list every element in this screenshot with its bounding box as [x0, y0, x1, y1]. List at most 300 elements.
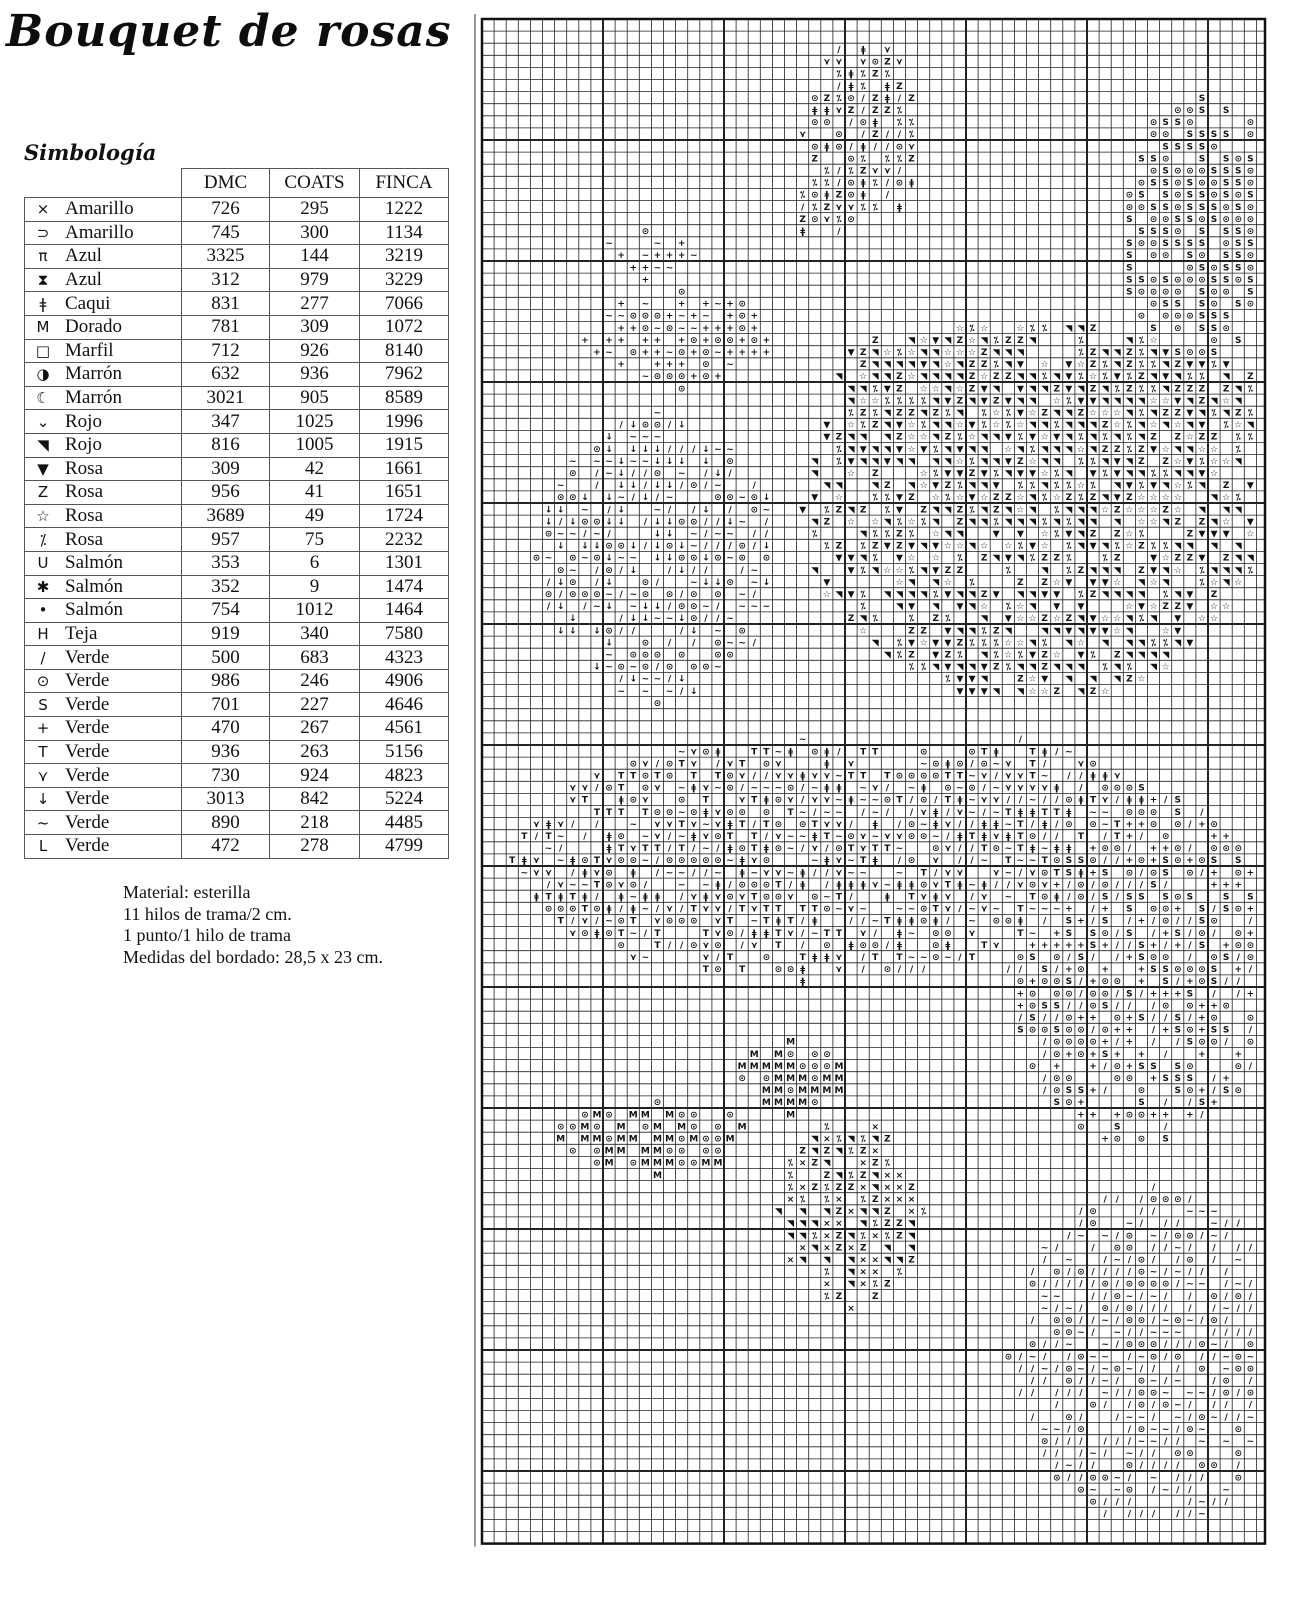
stitch-symbol: ⊙ — [1125, 1231, 1134, 1242]
stitch-symbol: ◥ — [823, 481, 831, 492]
stitch-symbol: ↓ — [581, 493, 589, 504]
stitch-symbol: / — [1115, 953, 1119, 963]
stitch-symbol: ⋎ — [883, 832, 892, 842]
stitch-symbol: ~ — [653, 432, 662, 443]
stitch-symbol: T — [751, 844, 758, 855]
stitch-symbol: ~ — [919, 953, 928, 963]
stitch-symbol: S — [1222, 1086, 1230, 1097]
stitch-symbol: + — [1161, 844, 1170, 855]
stitch-symbol: ⋎ — [750, 856, 758, 867]
stitch-symbol: ⁒ — [1090, 650, 1096, 661]
stitch-symbol: ⋎ — [811, 844, 819, 855]
stitch-symbol: ⋎ — [726, 759, 734, 770]
stitch-symbol: / — [667, 844, 672, 855]
stitch-symbol: ⊙ — [581, 928, 589, 939]
stitch-symbol: ⊙ — [1149, 287, 1158, 298]
stitch-symbol: ⊙ — [1065, 989, 1073, 1000]
stitch-symbol: ▼ — [1016, 408, 1024, 419]
finca-code: 7962 — [360, 363, 449, 387]
stitch-symbol: ~ — [750, 783, 759, 794]
stitch-symbol: / — [1139, 880, 1144, 891]
stitch-symbol: ⊙ — [931, 940, 940, 951]
stitch-symbol: ⊙ — [871, 940, 880, 951]
stitch-symbol: / — [1018, 795, 1023, 806]
stitch-symbol: ǂ — [884, 93, 890, 104]
stitch-symbol: / — [1151, 928, 1156, 939]
stitch-symbol: ~ — [665, 686, 674, 697]
stitch-symbol: S — [1138, 783, 1145, 794]
stitch-symbol: × — [907, 1207, 916, 1218]
stitch-symbol: / — [1115, 1316, 1119, 1326]
stitch-symbol: + — [677, 299, 686, 310]
stitch-symbol: / — [1236, 977, 1240, 988]
stitch-symbol: ⊙ — [605, 868, 613, 879]
stitch-symbol: ǂ — [824, 783, 830, 794]
stitch-symbol: + — [677, 251, 686, 262]
stitch-symbol: M — [834, 1086, 844, 1097]
stitch-symbol: / — [740, 783, 744, 794]
stitch-symbol: ▼ — [1186, 456, 1194, 467]
stitch-symbol: T — [739, 904, 746, 915]
stitch-symbol: × — [823, 1231, 831, 1242]
stitch-symbol: / — [909, 807, 914, 818]
stitch-symbol: ◥ — [1029, 335, 1037, 346]
stitch-symbol: ⊙ — [931, 759, 940, 770]
stitch-symbol: ⊙ — [823, 904, 831, 915]
stitch-symbol: ▼ — [944, 662, 952, 673]
stitch-symbol: ǂ — [872, 118, 878, 129]
stitch-symbol: M — [580, 1122, 590, 1133]
stitch-symbol: + — [1173, 940, 1182, 951]
stitch-symbol: ↓ — [665, 481, 674, 492]
stitch-symbol: / — [1127, 1001, 1131, 1012]
stitch-symbol: ◥ — [1246, 553, 1254, 564]
stitch-symbol: ⋎ — [774, 771, 783, 782]
stitch-symbol: ~ — [968, 807, 976, 818]
stitch-symbol: + — [1040, 940, 1049, 951]
stitch-symbol: + — [1234, 1049, 1243, 1060]
stitch-symbol: / — [885, 130, 889, 141]
dmc-code: 781 — [182, 315, 270, 339]
stitch-symbol: ⁒ — [957, 553, 963, 564]
stitch-symbol: ↓ — [702, 456, 710, 467]
stitch-symbol: S — [1210, 856, 1218, 867]
stitch-symbol: ~ — [677, 880, 686, 891]
stitch-symbol: ⁒ — [1054, 505, 1060, 516]
stitch-symbol: ⊙ — [1210, 190, 1218, 201]
stitch-symbol: ↓ — [702, 444, 710, 455]
stitch-symbol: + — [1077, 916, 1085, 927]
stitch-symbol: ⊙ — [1125, 1340, 1134, 1351]
stitch-symbol: / — [728, 469, 732, 479]
stitch-symbol: / — [1200, 1231, 1204, 1242]
stitch-symbol: ◥ — [1101, 638, 1109, 649]
stitch-symbol: ⁒ — [800, 1195, 806, 1205]
dmc-code: 312 — [182, 268, 270, 292]
stitch-symbol: ⋎ — [956, 868, 964, 879]
stitch-symbol: M — [737, 1061, 747, 1072]
stitch-symbol: ☆ — [859, 626, 868, 637]
stitch-symbol: ⁒ — [1102, 662, 1108, 673]
stitch-symbol: ⊙ — [1198, 1461, 1206, 1472]
stitch-symbol: S — [1235, 335, 1242, 346]
stitch-symbol: T — [896, 953, 903, 963]
stitch-symbol: ◥ — [895, 1255, 903, 1266]
stitch-symbol: S — [1222, 904, 1230, 915]
stitch-symbol: ◥ — [1162, 517, 1170, 528]
stitch-symbol: ☆ — [968, 432, 977, 443]
stitch-symbol: ⊙ — [1246, 1013, 1255, 1024]
stitch-symbol: ⊙ — [1198, 1412, 1206, 1423]
stitch-symbol: ⁒ — [1078, 335, 1084, 346]
stitch-symbol: + — [1234, 965, 1243, 976]
stitch-symbol: ⊙ — [847, 832, 855, 842]
stitch-symbol: ~ — [714, 348, 722, 358]
stitch-symbol: / — [1115, 1388, 1119, 1399]
stitch-symbol: / — [1091, 1328, 1095, 1339]
stitch-symbol: / — [1055, 1400, 1059, 1411]
stitch-symbol: ☆ — [955, 456, 964, 467]
stitch-symbol: ◥ — [1041, 420, 1049, 431]
stitch-symbol: Z — [1113, 553, 1121, 564]
stitch-symbol: Z — [1126, 384, 1133, 395]
stitch-symbol: M — [556, 1134, 566, 1145]
stitch-symbol: ▼ — [1222, 529, 1230, 540]
stitch-symbol: ⊙ — [738, 880, 746, 891]
stitch-symbol: ⊙ — [689, 553, 698, 564]
stitch-symbol: S — [1162, 239, 1169, 250]
finca-code: 1134 — [360, 221, 449, 245]
stitch-symbol: ◥ — [1065, 444, 1073, 455]
stitch-symbol: ⊙ — [617, 856, 625, 867]
coats-code: 263 — [270, 740, 360, 764]
stitch-symbol: ☆ — [1149, 335, 1158, 346]
stitch-symbol: ⊙ — [1137, 202, 1146, 213]
stitch-symbol: ⋎ — [835, 965, 843, 976]
stitch-symbol: ⊙ — [1137, 1388, 1146, 1399]
stitch-symbol: ☆ — [907, 553, 916, 564]
stitch-symbol: ~ — [1222, 1364, 1230, 1375]
stitch-symbol: ~ — [968, 916, 976, 927]
stitch-symbol: Z — [1210, 432, 1218, 443]
stitch-symbol: T — [630, 771, 637, 782]
stitch-symbol: ⊙ — [919, 832, 928, 842]
stitch-symbol: / — [982, 807, 986, 818]
stitch-symbol: ↓ — [605, 553, 613, 564]
stitch-symbol: ⊙ — [1113, 1134, 1122, 1145]
stitch-symbol: ⊙ — [1173, 1316, 1182, 1326]
stitch-symbol: ▼ — [1077, 602, 1085, 613]
stitch-symbol: ▼ — [1089, 541, 1097, 552]
stitch-symbol: / — [667, 674, 672, 685]
stitch-symbol: ◥ — [908, 481, 916, 492]
stitch-symbol: ▼ — [799, 505, 807, 516]
stitch-symbol: ǂ — [763, 795, 769, 806]
stitch-symbol: ~ — [1065, 1340, 1073, 1351]
stitch-symbol: Z — [1017, 674, 1024, 685]
stitch-symbol: ⊙ — [1052, 1049, 1061, 1060]
stitch-symbol: / — [1151, 1461, 1156, 1472]
stitch-symbol: ☆ — [1089, 372, 1098, 383]
stitch-symbol: S — [1198, 1098, 1206, 1109]
stitch-symbol: S — [1186, 892, 1194, 903]
stitch-symbol: / — [692, 844, 696, 855]
stitch-symbol: ◥ — [1174, 590, 1182, 600]
stitch-symbol: ⋎ — [992, 832, 1000, 842]
stitch-symbol: ⊙ — [919, 880, 928, 891]
stitch-symbol: ⊙ — [907, 856, 916, 867]
stitch-symbol: ⋎ — [823, 57, 831, 68]
stitch-symbol: ⁒ — [872, 408, 878, 419]
stitch-symbol: / — [837, 81, 841, 92]
stitch-symbol: ☆ — [1076, 638, 1085, 649]
stitch-symbol: ǂ — [884, 81, 890, 92]
stitch-symbol: ⊙ — [1186, 965, 1194, 976]
stitch-symbol: S — [1210, 275, 1218, 286]
stitch-symbol: ⊙ — [689, 916, 698, 927]
stitch-symbol: ▼ — [1089, 614, 1097, 625]
stitch-symbol: / — [1248, 1376, 1252, 1387]
stitch-symbol: ◥ — [1029, 384, 1037, 395]
stitch-symbol: / — [861, 807, 865, 818]
stitch-symbol: Z — [1138, 444, 1145, 455]
stitch-symbol: ⋎ — [895, 832, 904, 842]
stitch-symbol: T — [1041, 856, 1048, 867]
stitch-symbol: S — [1101, 868, 1109, 879]
stitch-symbol: ◥ — [787, 1219, 795, 1230]
stitch-symbol: + — [653, 335, 662, 346]
stitch-symbol: ~ — [1004, 844, 1013, 855]
stitch-symbol: / — [1030, 1267, 1035, 1278]
stitch-symbol: Z — [859, 408, 867, 419]
stitch-symbol: ⊙ — [1161, 953, 1170, 963]
stitch-symbol: S — [1210, 202, 1218, 213]
stitch-symbol: ǂ — [957, 880, 963, 891]
stitch-symbol: / — [595, 469, 599, 479]
stitch-symbol: + — [1089, 868, 1097, 879]
color-name: Verde — [61, 693, 182, 717]
stitch-symbol: ~ — [786, 832, 795, 842]
stitch-symbol: ◥ — [883, 420, 891, 431]
stitch-symbol: ~ — [605, 311, 613, 322]
stitch-symbol: ▼ — [932, 481, 940, 492]
dmc-code: 347 — [182, 410, 270, 434]
stitch-symbol: ~ — [1246, 1412, 1255, 1423]
stitch-symbol: / — [1067, 953, 1071, 963]
stitch-symbol: ⁒ — [788, 1158, 794, 1169]
stitch-symbol: / — [1176, 1219, 1180, 1230]
stitch-symbol: ⊙ — [1113, 1364, 1122, 1375]
stitch-symbol: ~ — [1052, 904, 1061, 915]
stitch-symbol: / — [1006, 880, 1010, 891]
finca-code: 7580 — [360, 622, 449, 646]
stitch-symbol: S — [1210, 1025, 1218, 1036]
stitch-symbol: ~ — [786, 844, 795, 855]
stitch-symbol: / — [1224, 1219, 1228, 1230]
stitch-symbol: ~ — [1101, 1316, 1109, 1326]
stitch-symbol: ⁒ — [884, 493, 890, 504]
stitch-symbol: ↓ — [556, 505, 565, 516]
stitch-symbol: S — [1186, 142, 1194, 153]
stitch-symbol: ⊙ — [1161, 311, 1170, 322]
stitch-symbol: ǂ — [836, 783, 842, 794]
color-name: Verde — [61, 740, 182, 764]
stitch-symbol: + — [641, 335, 650, 346]
stitch-symbol: ⋎ — [992, 940, 1000, 951]
stitch-symbol: ◥ — [859, 614, 867, 625]
stitch-symbol: T — [569, 892, 576, 903]
stitch-symbol: + — [1016, 989, 1025, 1000]
stitch-symbol: S — [1138, 953, 1145, 963]
stitch-symbol: T — [1077, 832, 1085, 842]
stitch-symbol: ǂ — [1054, 892, 1060, 903]
stitch-symbol: ~ — [605, 469, 613, 479]
legend-row — [25, 386, 449, 410]
stitch-symbol: / — [1043, 1086, 1047, 1097]
stitch-symbol: ▼ — [823, 420, 831, 431]
stitch-symbol: ⁒ — [1066, 517, 1072, 528]
stitch-symbol: ⊙ — [1052, 1267, 1061, 1278]
stitch-symbol: S — [1186, 239, 1194, 250]
stitch-symbol: ⊙ — [1186, 1424, 1194, 1435]
stitch-symbol: ⊙ — [1234, 1473, 1243, 1484]
symbol-icon: U — [25, 551, 62, 575]
stitch-symbol: T — [1029, 892, 1036, 903]
stitch-symbol: ~ — [617, 686, 625, 697]
stitch-symbol: ⁒ — [812, 1231, 818, 1242]
stitch-symbol: / — [1224, 1340, 1228, 1351]
stitch-symbol: ◥ — [1162, 384, 1170, 395]
stitch-symbol: ⊙ — [823, 118, 831, 129]
stitch-symbol: ⁒ — [1235, 432, 1241, 443]
stitch-symbol: ⊙ — [883, 965, 892, 976]
stitch-symbol: ⊙ — [1040, 1437, 1049, 1447]
stitch-symbol: / — [994, 771, 998, 782]
stitch-symbol: ~ — [907, 904, 916, 915]
stitch-symbol: / — [1212, 1086, 1216, 1097]
stitch-symbol: / — [1115, 989, 1119, 1000]
stitch-symbol: Z — [1198, 432, 1206, 443]
stitch-symbol: / — [1139, 1449, 1144, 1460]
stitch-symbol: S — [1065, 916, 1073, 927]
stitch-symbol: ▼ — [1186, 602, 1194, 613]
stitch-symbol: ⋎ — [641, 795, 650, 806]
stitch-symbol: ⊙ — [1101, 1303, 1109, 1314]
stitch-symbol: ⊙ — [1173, 819, 1182, 830]
stitch-symbol: ⊙ — [1149, 1352, 1158, 1363]
stitch-symbol: ~ — [617, 553, 625, 564]
stitch-symbol: ↓ — [556, 602, 565, 613]
stitch-symbol: ◥ — [1113, 674, 1121, 685]
stitch-symbol: ▼ — [944, 396, 952, 407]
stitch-symbol: / — [1188, 1400, 1192, 1411]
stitch-symbol: Z — [992, 372, 1000, 383]
stitch-symbol: ◥ — [1125, 590, 1133, 600]
stitch-symbol: ↓ — [605, 432, 613, 443]
stitch-symbol: ↓ — [641, 444, 650, 455]
stitch-symbol: ⋎ — [569, 928, 577, 939]
stitch-symbol: Z — [1126, 493, 1133, 504]
stitch-symbol: ⊙ — [1234, 275, 1243, 286]
stitch-symbol: / — [1079, 1219, 1083, 1230]
stitch-symbol: ⊙ — [1222, 323, 1230, 334]
stitch-symbol: ⊙ — [1198, 348, 1206, 358]
stitch-symbol: ☆ — [1173, 456, 1182, 467]
stitch-symbol: Z — [871, 93, 879, 104]
stitch-symbol: / — [1176, 1485, 1180, 1496]
stitch-symbol: ~ — [556, 832, 565, 842]
stitch-symbol: ⋎ — [944, 844, 952, 855]
stitch-symbol: ⋎ — [714, 807, 722, 818]
stitch-symbol: ↓ — [617, 505, 625, 516]
stitch-symbol: / — [1236, 953, 1240, 963]
stitch-symbol: ◥ — [1004, 360, 1012, 371]
stitch-symbol: ~ — [1065, 1303, 1073, 1314]
stitch-symbol: ▼ — [908, 602, 916, 613]
stitch-symbol: S — [1198, 202, 1206, 213]
stitch-symbol: / — [619, 674, 623, 685]
stitch-symbol: ~ — [1089, 807, 1097, 818]
stitch-symbol: / — [1067, 1388, 1071, 1399]
stitch-symbol: ◥ — [956, 408, 964, 419]
stitch-symbol: / — [704, 529, 708, 540]
stitch-symbol: ↓ — [629, 444, 638, 455]
stitch-symbol: ⁒ — [981, 408, 987, 419]
symbol-icon: ⧗ — [25, 268, 62, 292]
stitch-symbol: ~ — [544, 553, 553, 564]
stitch-symbol: ⊙ — [665, 662, 674, 673]
legend-row — [25, 717, 449, 741]
stitch-symbol: / — [837, 747, 841, 758]
stitch-symbol: / — [704, 481, 708, 492]
stitch-symbol: / — [1043, 1376, 1047, 1387]
stitch-symbol: ⊙ — [1101, 1279, 1109, 1290]
stitch-symbol: M — [689, 1134, 699, 1145]
stitch-symbol: ☆ — [1149, 577, 1158, 588]
stitch-symbol: + — [1113, 1025, 1122, 1036]
stitch-symbol: ⊙ — [726, 771, 734, 782]
stitch-symbol: ⊙ — [738, 1074, 746, 1084]
stitch-symbol: / — [934, 868, 938, 879]
stitch-symbol: ⁒ — [1138, 348, 1144, 358]
finca-code: 8140 — [360, 339, 449, 363]
stitch-symbol: ~ — [629, 456, 638, 467]
stitch-symbol: Z — [1017, 335, 1024, 346]
stitch-symbol: / — [1103, 1195, 1107, 1205]
stitch-symbol: ~ — [1198, 1509, 1206, 1520]
stitch-symbol: / — [680, 892, 684, 903]
stitch-symbol: ⊙ — [1052, 1074, 1061, 1084]
stitch-symbol: S — [1198, 130, 1206, 141]
stitch-symbol: ▼ — [847, 565, 855, 576]
stitch-symbol: ☆ — [1173, 565, 1182, 576]
stitch-symbol: ~ — [919, 819, 928, 830]
stitch-symbol: ⁒ — [1187, 372, 1193, 383]
stitch-symbol: Z — [799, 214, 806, 225]
material-notes — [123, 882, 383, 968]
color-name: Verde — [61, 669, 182, 693]
stitch-symbol: ~ — [1040, 1243, 1049, 1254]
stitch-symbol: ⊙ — [544, 904, 553, 915]
stitch-symbol: ⊙ — [1113, 844, 1122, 855]
stitch-symbol: ⋎ — [738, 771, 746, 782]
dmc-code: 816 — [182, 433, 270, 457]
stitch-symbol: ⊙ — [1101, 1473, 1109, 1484]
stitch-symbol: ⁒ — [993, 335, 999, 346]
stitch-symbol: / — [1176, 916, 1180, 927]
stitch-symbol: ǂ — [1042, 819, 1048, 830]
stitch-symbol: ~ — [1040, 844, 1049, 855]
